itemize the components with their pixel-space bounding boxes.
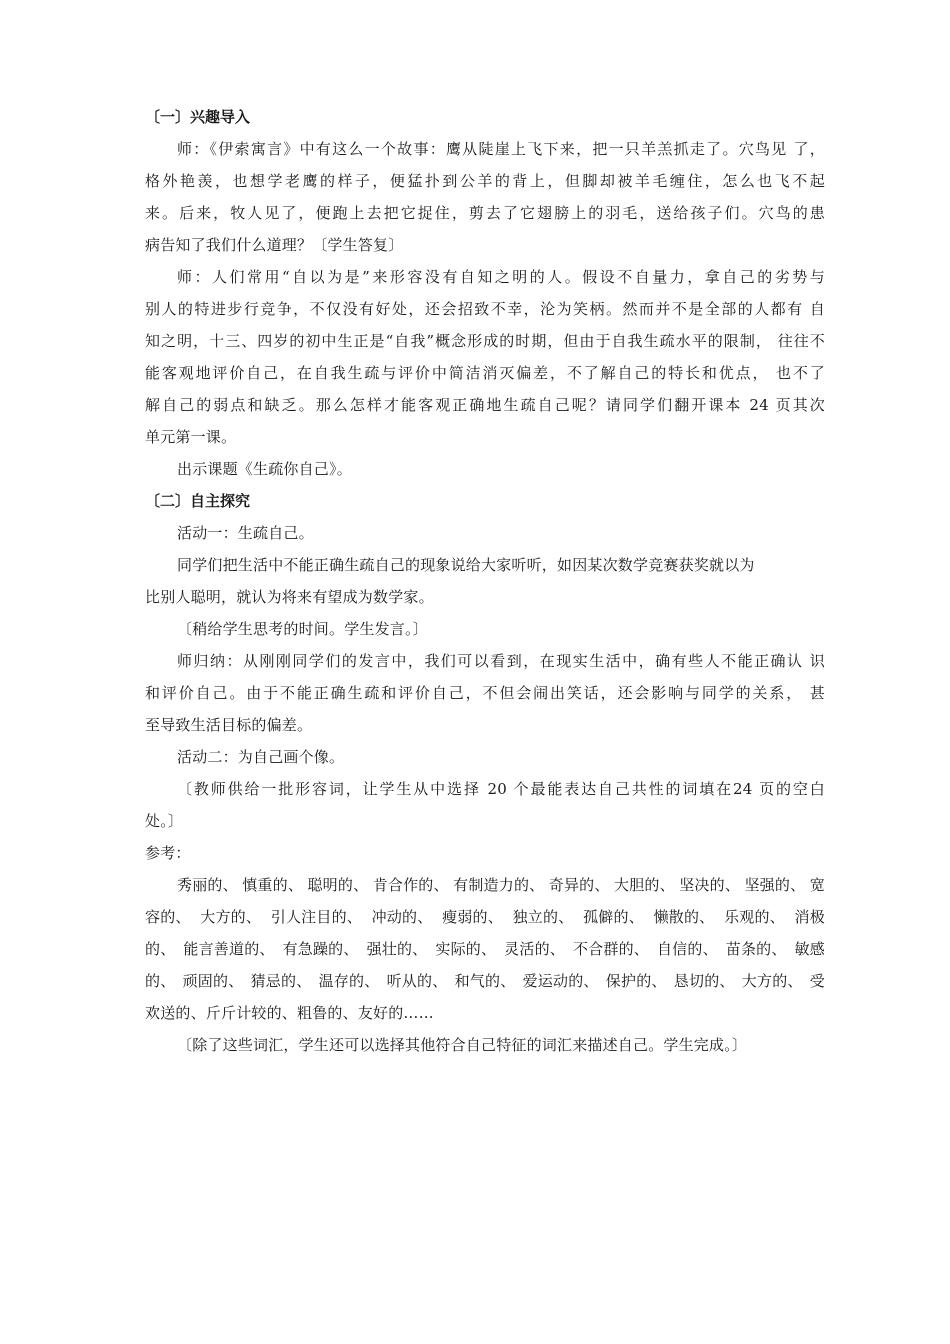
paragraph-line: 别人的特进步行竞争，不仅没有好处，还会招致不幸，沦为笑柄。然而并不是全部的人都有 自 <box>145 300 825 318</box>
paragraph-line: 师：《伊索寓言》中有这么一个故事：鹰从陡崖上飞下来，把一只羊羔抓走了。穴鸟见 了， <box>177 140 825 158</box>
activity-one-text <box>145 549 825 613</box>
word-item: 能言善道的、 <box>183 940 275 958</box>
word-item: 大方的、 <box>200 908 262 926</box>
paragraph-line: 知之明，十三、四岁的初中生正是“自我”概念形成的时期，但由于自我生疏水平的限制， 往往不 <box>145 332 825 350</box>
word-item: 坚决的、 <box>679 876 741 894</box>
word-item: 灵活的、 <box>504 940 565 958</box>
paragraph-line: 至导致生活目标的偏差。 <box>145 716 313 734</box>
word-item: 受 <box>809 972 825 990</box>
word-item: 坚强的、 <box>744 876 806 894</box>
word-item: 的、 <box>145 940 176 958</box>
section-heading-self-exploration: 〔二〕自主探究 <box>145 492 251 510</box>
paragraph-self-knowledge <box>145 261 825 453</box>
paragraph-aesop-story <box>145 133 825 261</box>
activity-one-title: 活动一：生疏自己。 <box>177 524 314 542</box>
paragraph-line: 〔教师供给一批形容词，让学生从中选择 20 个最能表达自己共性的词填在24 页的空白 <box>177 780 825 798</box>
word-item: 慎重的、 <box>242 876 304 894</box>
reference-label: 参考： <box>145 844 191 862</box>
teacher-summary <box>145 645 825 741</box>
paragraph-line: 病告知了我们什么道理？〔学生答复〕 <box>145 236 404 254</box>
paragraph-line: 师：人们常用“自以为是”来形容没有自知之明的人。假设不自量力，拿自己的劣势与 <box>177 268 825 286</box>
activity-two-title: 活动二：为自己画个像。 <box>177 748 345 766</box>
word-item: 有制造力的、 <box>453 876 545 894</box>
paragraph-line: 师归纳：从刚刚同学们的发言中，我们可以看到，在现实生活中，确有些人不能正确认 识 <box>177 652 825 670</box>
word-item: 和气的、 <box>454 972 516 990</box>
word-list-line <box>145 901 825 933</box>
word-item: 爱运动的、 <box>522 972 599 990</box>
word-item: 冲动的、 <box>371 908 433 926</box>
word-item: 孤僻的、 <box>583 908 644 926</box>
word-item: 保护的、 <box>605 972 667 990</box>
word-item: 宽 <box>809 876 825 894</box>
section-heading-interest-intro: 〔一〕兴趣导入 <box>145 108 251 126</box>
word-list-line: 欢送的、斤斤计较的、粗鲁的、友好的…… <box>145 1004 434 1022</box>
activity-one-note: 〔稍给学生思考的时间。学生发言。〕 <box>177 620 428 638</box>
word-item: 大方的、 <box>741 972 803 990</box>
word-list-line <box>145 869 825 901</box>
word-item: 猜忌的、 <box>250 972 312 990</box>
word-item: 不合群的、 <box>572 940 649 958</box>
paragraph-line: 同学们把生活中不能正确生疏自己的现象说给大家听听，如因某次数学竞赛获奖就以为 <box>177 556 755 574</box>
word-item: 聪明的、 <box>307 876 369 894</box>
word-item: 容的、 <box>145 908 191 926</box>
paragraph-line: 来。后来，牧人见了，便跑上去把它捉住，剪去了它翅膀上的羽毛，送给孩子们。穴鸟的患 <box>145 204 825 222</box>
word-list-line <box>145 965 825 997</box>
word-item: 秀丽的、 <box>177 876 238 894</box>
word-item: 听从的、 <box>386 972 448 990</box>
paragraph-line: 能客观地评价自己，在自我生疏与评价中简洁消灭偏差，不了解自己的特长和优点， 也不了 <box>145 364 825 382</box>
word-list-line <box>145 933 825 965</box>
word-item: 大胆的、 <box>614 876 675 894</box>
word-item: 恳切的、 <box>673 972 735 990</box>
word-item: 实际的、 <box>435 940 497 958</box>
word-item: 瘦弱的、 <box>442 908 503 926</box>
adjective-word-list <box>145 869 825 1029</box>
word-item: 敏感 <box>794 940 825 958</box>
paragraph-line: 比别人聪明，就认为将来有望成为数学家。 <box>145 588 434 606</box>
paragraph-line: 单元第一课。 <box>145 428 237 446</box>
word-item: 消极 <box>794 908 825 926</box>
document-body <box>145 101 825 1061</box>
paragraph-line: 和评价自己。由于不能正确生疏和评价自己，不但会闹出笑话，还会影响与同学的关系， 甚 <box>145 684 825 702</box>
word-item: 温存的、 <box>318 972 380 990</box>
word-item: 乐观的、 <box>724 908 785 926</box>
word-item: 肯合作的、 <box>372 876 449 894</box>
word-item: 独立的、 <box>512 908 574 926</box>
paragraph-line: 格外艳羡，也想学老鹰的样子，便猛扑到公羊的背上，但脚却被羊毛缠住，怎么也飞不起 <box>145 172 825 190</box>
paragraph-line: 处。〕 <box>145 812 184 830</box>
word-item: 奇异的、 <box>548 876 610 894</box>
word-item: 引人注目的、 <box>270 908 362 926</box>
word-item: 强壮的、 <box>366 940 428 958</box>
lesson-title-line: 出示课题《生疏你自己》。 <box>177 460 352 478</box>
word-item: 懒散的、 <box>653 908 715 926</box>
activity-two-note <box>145 773 825 837</box>
word-item: 顽固的、 <box>182 972 244 990</box>
word-item: 苗条的、 <box>725 940 787 958</box>
word-item: 有急躁的、 <box>282 940 359 958</box>
closing-note: 〔除了这些词汇，学生还可以选择其他符合自己特征的词汇来描述自己。学生完成。〕 <box>177 1036 748 1054</box>
word-item: 的、 <box>145 972 176 990</box>
word-item: 自信的、 <box>656 940 718 958</box>
paragraph-line: 解自己的弱点和缺乏。那么怎样才能客观正确地生疏自己呢？请同学们翻开课本 24 页其次 <box>145 396 825 414</box>
